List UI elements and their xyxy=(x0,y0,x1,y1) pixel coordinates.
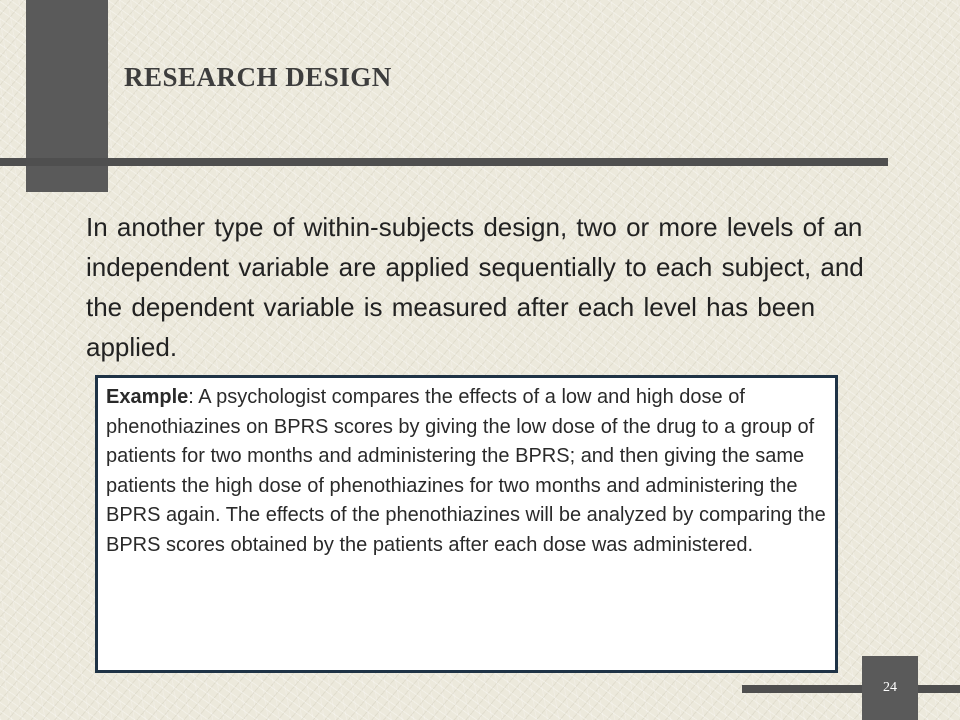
example-text: : A psychologist compares the effects of a low and high dose of phenothiazines on BPRS scores by giving the low dose of the drug to a group of patients for two months and administering the BPRS; and then giving the same patients the high dose of phenothiazines for two months and administering the BPRS again. The effects of the phenothiazines will be analyzed by comparing the BPRS scores obtained by the patients after each dose was administered. xyxy=(106,386,826,556)
footer-accent-bar-horizontal xyxy=(742,685,960,693)
example-paragraph xyxy=(106,383,827,560)
body-paragraph: In another type of within-subjects design, two or more levels of an independent variable are applied sequentially to each subject, and the dependent variable is measured after each level has been applied. xyxy=(86,212,864,362)
slide-title: RESEARCH DESIGN xyxy=(124,62,392,92)
example-label: Example xyxy=(106,386,189,408)
example-box xyxy=(95,375,838,673)
title-accent-bar-horizontal xyxy=(0,158,888,166)
slide-number: 24 xyxy=(883,680,897,695)
